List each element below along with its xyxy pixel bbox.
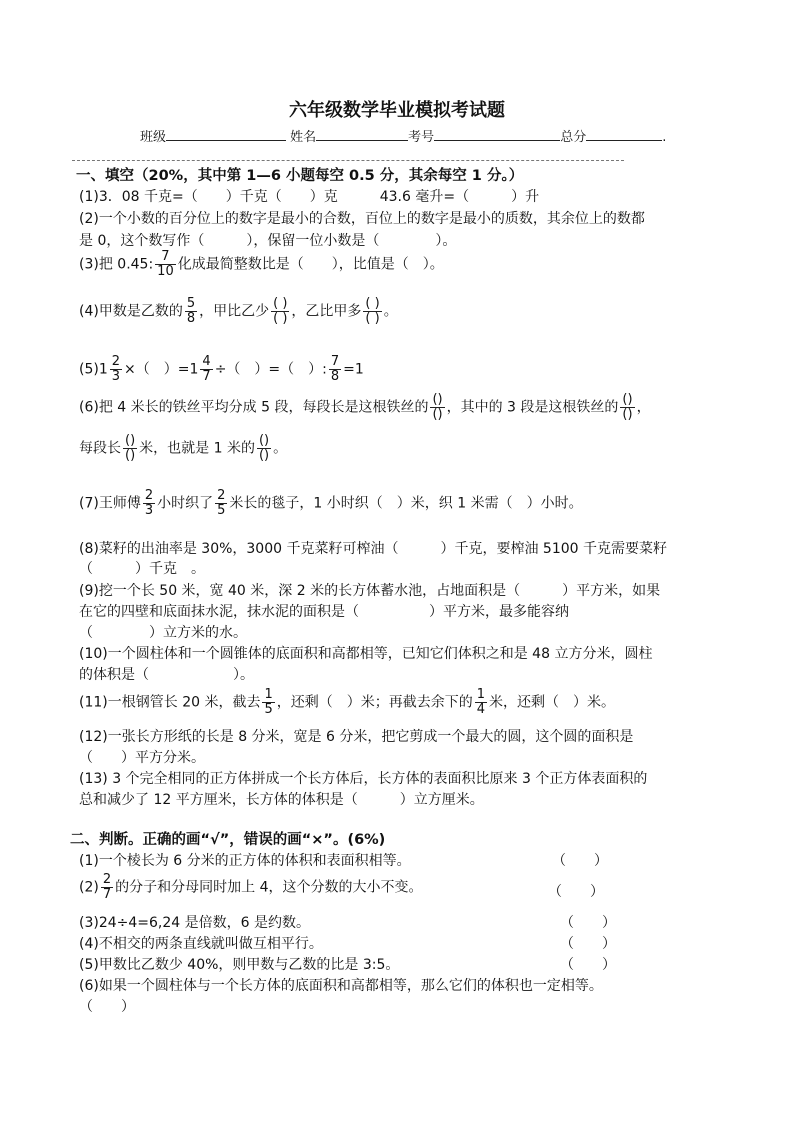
q6-text-b: ，其中的 3 段是这根铁丝的 — [446, 399, 619, 416]
q6-text-d: 每段长 — [79, 440, 121, 457]
judge-2-answer[interactable]: （ ） — [548, 884, 604, 900]
judge-6: (6)如果一个圆柱体与一个长方体的底面积和高都相等，那么它们的体积也一定相等。 — [79, 978, 603, 994]
judge-4-answer[interactable]: （ ） — [560, 936, 616, 952]
q4-blank-fraction-2[interactable] — [363, 297, 381, 326]
q5-text-a: (5)1 — [79, 361, 108, 378]
judge-2-fraction — [101, 873, 113, 902]
exam-no-field[interactable] — [434, 127, 560, 141]
q6-text-c: ， — [636, 399, 651, 416]
q4-den: 8 — [186, 311, 196, 326]
blank-num: () — [125, 433, 136, 448]
judge-3-answer[interactable]: （ ） — [560, 915, 616, 931]
judge-2 — [79, 873, 422, 902]
q12-line1: (12)一张长方形纸的长是 8 分米，宽是 6 分米，把它剪成一个最大的圆，这个圆的面积是 — [79, 729, 634, 745]
q11-f2-num: 1 — [476, 687, 486, 702]
q4-text-b: ，甲比乙少 — [199, 303, 270, 320]
q11-f1-den: 5 — [264, 702, 273, 717]
q3-text-b: 化成最简整数比是（ ），比值是（ ）。 — [177, 256, 444, 273]
q5-text-b: ×（ ）=1 — [124, 361, 199, 378]
judge-3: (3)24÷4=6,24 是倍数，6 是约数。 — [79, 915, 310, 931]
exam-no-label: 考号 — [408, 130, 435, 145]
q11-text-b: ，还剩（ ）米；再截去余下的 — [276, 694, 473, 711]
name-field[interactable] — [316, 127, 408, 141]
q7-f2-den: 5 — [217, 503, 226, 518]
blank-den: () — [622, 407, 633, 422]
q3-num: 7 — [161, 249, 170, 264]
judge-2-text-b: 的分子和分母同时加上 4，这个分数的大小不变。 — [115, 879, 423, 896]
q6-blank-fraction-4[interactable] — [257, 434, 271, 463]
q7-text-c: 米长的毯子，1 小时织（ ）米，织 1 米需（ ）小时。 — [229, 495, 583, 512]
section2-heading: 二、判断。正确的画“√”，错误的画“×”。(6%) — [70, 832, 386, 848]
class-field[interactable] — [166, 127, 286, 141]
q1: (1)3．08 千克=（ ）千克（ ）克 43.6 毫升=（ ）升 — [79, 189, 540, 205]
q6-blank-fraction-2[interactable] — [620, 393, 634, 422]
q7-fraction-1 — [143, 489, 155, 518]
q2-line1: (2)一个小数的百分位上的数字是最小的合数，百位上的数字是最小的质数，其余位上的数都 — [79, 211, 645, 227]
judge-2-num: 2 — [102, 872, 112, 887]
q13-line2: 总和减少了 12 平方厘米，长方体的体积是（ ）立方厘米。 — [79, 792, 484, 808]
q3-den: 10 — [157, 264, 174, 279]
q10-line1: (10)一个圆柱体和一个圆锥体的底面积和高都相等，已知它们体积之和是 48 立方分米，圆柱 — [79, 646, 653, 662]
q9-line1: (9)挖一个长 50 米，宽 40 米，深 2 米的长方体蓄水池，占地面积是（ ）平方米，如果 — [79, 583, 661, 599]
q5-f3-den: 8 — [330, 369, 340, 384]
q3-fraction — [155, 250, 176, 279]
q6-blank-fraction-1[interactable] — [430, 393, 444, 422]
q3 — [79, 250, 444, 279]
blank-num: () — [258, 433, 270, 448]
judge-1-answer[interactable]: （ ） — [552, 853, 608, 869]
dashed-divider — [72, 160, 624, 161]
blank-den: () — [125, 448, 136, 463]
q7-f1-den: 3 — [144, 503, 154, 518]
q11-f1-num: 1 — [264, 687, 273, 702]
q8-line2: （ ）千克 。 — [79, 561, 205, 577]
q5-f1-den: 3 — [111, 369, 121, 384]
blank-den: ( ) — [365, 311, 380, 326]
judge-4: (4)不相交的两条直线就叫做互相平行。 — [79, 936, 323, 952]
blank-num: () — [622, 392, 633, 407]
q11-text-a: (11)一根钢管长 20 米，截去 — [79, 694, 261, 711]
class-label: 班级 — [140, 130, 167, 145]
q5-fraction-3 — [329, 355, 341, 384]
q5-f3-num: 7 — [330, 354, 340, 369]
q5-fraction-1 — [110, 355, 122, 384]
score-field[interactable] — [586, 127, 662, 141]
q13-line1: (13) 3 个完全相同的正方体拼成一个长方体后，长方体的表面积比原来 3 个正方体表面积的 — [79, 771, 648, 787]
q4-fraction — [185, 297, 197, 326]
q4-text-a: (4)甲数是乙数的 — [79, 303, 183, 320]
blank-den: () — [258, 448, 270, 463]
blank-num: () — [432, 392, 443, 407]
blank-den: ( ) — [273, 311, 288, 326]
blank-den: () — [432, 407, 443, 422]
q4 — [79, 297, 398, 326]
exam-title: 六年级数学毕业模拟考试题 — [289, 100, 505, 121]
q6-text-f: 。 — [273, 440, 288, 457]
judge-6-answer[interactable]: （ ） — [79, 999, 135, 1015]
q5-f2-num: 4 — [202, 354, 211, 369]
q7-text-b: 小时织了 — [157, 495, 214, 512]
q12-line2: （ ）平方分米。 — [79, 750, 205, 766]
q11-fraction-1 — [262, 688, 274, 717]
student-info-line — [140, 126, 666, 145]
q11-f2-den: 4 — [476, 702, 486, 717]
q4-text-c: ，乙比甲多 — [291, 303, 362, 320]
score-label: 总分 — [560, 130, 587, 145]
q2-line2: 是 0，这个数写作（ ），保留一位小数是（ ）。 — [79, 233, 457, 249]
q11-text-c: 米，还剩（ ）米。 — [489, 694, 616, 711]
q8-line1: (8)菜籽的出油率是 30%，3000 千克菜籽可榨油（ ）千克，要榨油 5100 千克需要菜籽 — [79, 541, 668, 557]
name-label: 姓名 — [290, 130, 317, 145]
q7-f2-num: 2 — [217, 488, 226, 503]
q5-text-d: =1 — [343, 361, 364, 378]
blank-num: ( ) — [273, 296, 288, 311]
q6-line2 — [79, 434, 287, 463]
q5-fraction-2 — [200, 355, 212, 384]
q4-text-d: 。 — [383, 303, 398, 320]
q4-blank-fraction-1[interactable] — [271, 297, 289, 326]
end-dot: . — [662, 130, 667, 145]
q4-num: 5 — [186, 296, 196, 311]
q9-line2: 在它的四壁和底面抹水泥，抹水泥的面积是（ ）平方米，最多能容纳 — [79, 604, 569, 620]
q5-f2-den: 7 — [202, 369, 211, 384]
q5 — [79, 355, 364, 384]
blank-num: ( ) — [365, 296, 380, 311]
q6-line1 — [79, 393, 651, 422]
q5-text-c: ÷（ ）=（ ）: — [214, 361, 327, 378]
q11-fraction-2 — [475, 688, 487, 717]
judge-2-den: 7 — [102, 887, 112, 902]
judge-5: (5)甲数比乙数少 40%，则甲数与乙数的比是 3:5。 — [79, 957, 400, 973]
q6-text-a: (6)把 4 米长的铁丝平均分成 5 段，每段长是这根铁丝的 — [79, 399, 429, 416]
q6-blank-fraction-3[interactable] — [123, 434, 137, 463]
q6-text-e: 米，也就是 1 米的 — [139, 440, 255, 457]
q7-f1-num: 2 — [144, 488, 154, 503]
judge-2-text-a: (2) — [79, 879, 99, 896]
judge-5-answer[interactable]: （ ） — [560, 957, 616, 973]
q3-text-a: (3)把 0.45: — [79, 256, 154, 273]
q10-line2: 的体积是（ ）。 — [79, 667, 254, 683]
q9-line3: （ ）立方米的水。 — [79, 625, 247, 641]
q7 — [79, 489, 583, 518]
q11 — [79, 688, 615, 717]
q7-text-a: (7)王师傅 — [79, 495, 141, 512]
section1-heading: 一、填空（20%，其中第 1—6 小题每空 0.5 分，其余每空 1 分。） — [76, 168, 524, 184]
q7-fraction-2 — [215, 489, 227, 518]
q5-f1-num: 2 — [111, 354, 121, 369]
judge-1: (1)一个棱长为 6 分米的正方体的体积和表面积相等。 — [79, 853, 411, 869]
